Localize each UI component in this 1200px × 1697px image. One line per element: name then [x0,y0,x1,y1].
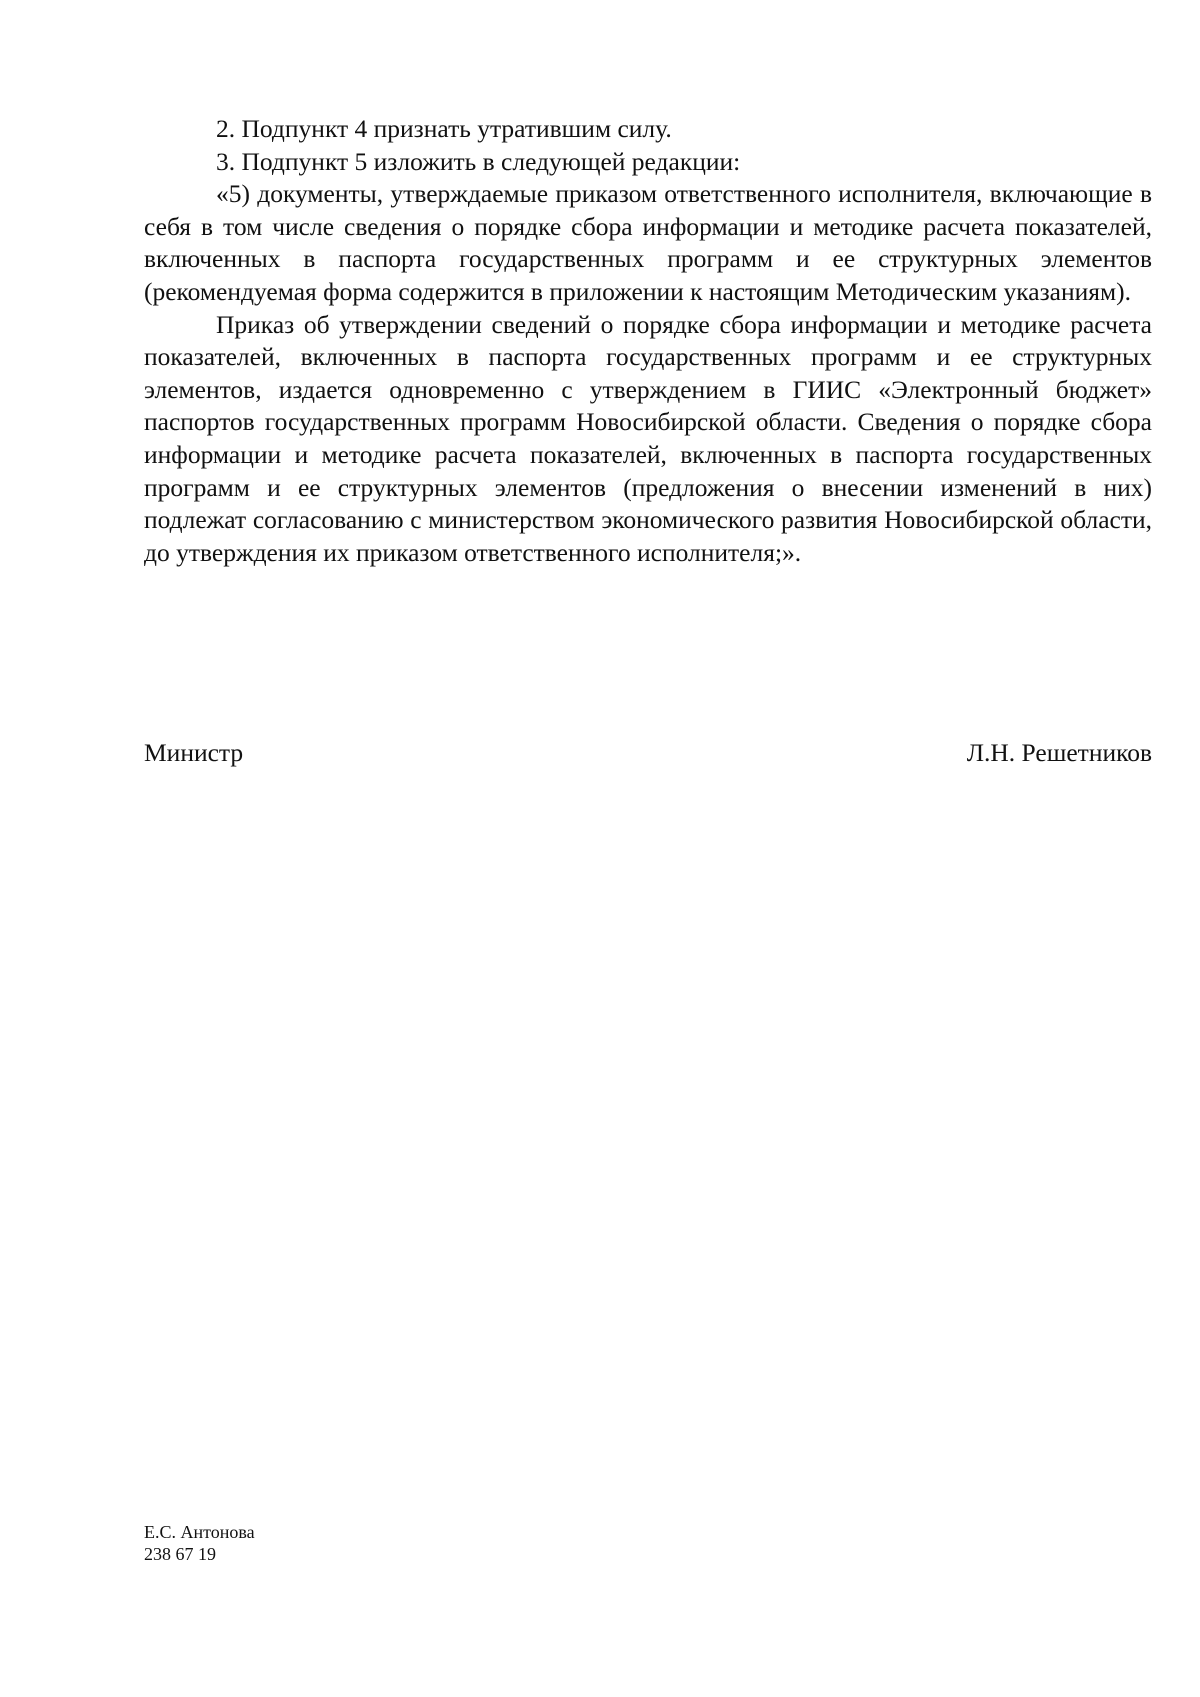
signatory-name: Л.Н. Решетников [966,738,1152,767]
signatory-role: Министр [144,738,244,767]
paragraph-subpoint-5: «5) документы, утверждаемые приказом ответственного исполнителя, включающие в себя в том числе сведения о порядке сбора информации и методике расчета показателей, включенных в паспорта государственных программ и ее структурных элементов (рекомендуемая форма содержится в приложении к настоящим Методическим указаниям). [144,179,1152,306]
paragraph-order-approval: Приказ об утверждении сведений о порядке сбора информации и методике расчета показателей, включенных в паспорта государственных программ и ее структурных элементов, издается одновременно с утверждением в ГИИС «Электронный бюджет» паспортов государственных программ Новосибирской области. Сведения о порядке сбора информации и методике расчета показателей, включенных в паспорта государственных программ и ее структурных элементов (предложения о внесении изменений в них) подлежат согласованию с министерством экономического развития Новосибирской области, до утверждения их приказом ответственного исполнителя;». [144,309,1152,567]
executor-block [144,1521,255,1565]
document-body [144,113,1152,569]
executor-name: Е.С. Антонова [144,1522,255,1542]
paragraph-item-3: 3. Подпункт 5 изложить в следующей редакции: [216,146,741,176]
executor-phone: 238 67 19 [144,1544,216,1564]
signature-block [144,737,1152,777]
paragraph-item-2: 2. Подпункт 4 признать утратившим силу. [216,114,672,143]
